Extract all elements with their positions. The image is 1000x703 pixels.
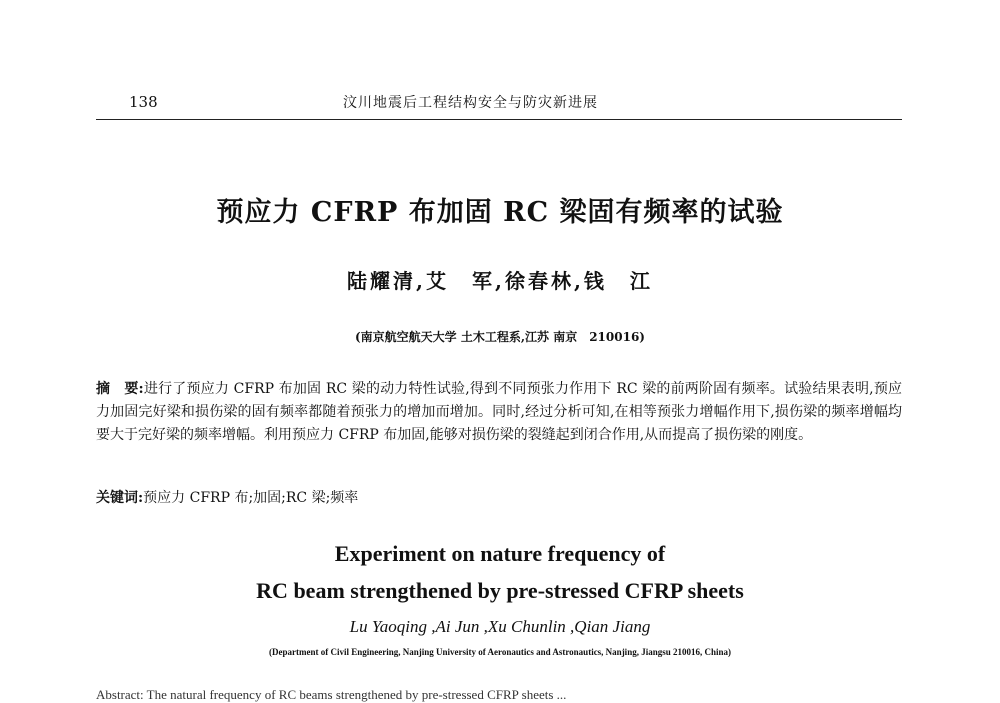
english-authors: Lu Yaoqing ,Ai Jun ,Xu Chunlin ,Qian Jiang [349, 617, 651, 636]
chinese-title: 预应力 CFRP 布加固 RC 梁固有频率的试验 [216, 197, 784, 228]
english-affiliation: (Department of Civil Engineering, Nanjing University of Aeronautics and Astronautics, Nanjing, Jiangsu 210016, China) [269, 647, 731, 657]
english-title-line-1: Experiment on nature frequency of [334, 541, 666, 566]
keywords-label: 关键词: [96, 490, 144, 506]
abstract-label: 摘 要: [96, 381, 144, 397]
english-title-line-2: RC beam strengthened by pre-stressed CFRP sheets [256, 578, 744, 603]
keywords-text: 预应力 CFRP 布;加固;RC 梁;频率 [143, 490, 359, 506]
chinese-affiliation: (南京航空航天大学 土木工程系,江苏 南京 210016) [355, 330, 645, 344]
chinese-authors: 陆耀清,艾 军,徐春林,钱 江 [347, 269, 653, 293]
running-head: 汶川地震后工程结构安全与防灾新进展 [343, 95, 598, 111]
header-rule [96, 119, 902, 120]
chinese-keywords [96, 487, 358, 507]
abstract-text: 进行了预应力 CFRP 布加固 RC 梁的动力特性试验,得到不同预张力作用下 RC 梁的前两阶固有频率。试验结果表明,预应力加固完好梁和损伤梁的固有频率都随着预张力的增加而增加。同时,经过分析可知,在相等预张力增幅作用下,损伤梁的频率增幅均要大于完好梁的频率增幅。利用预应力 CFRP 布加固,能够对损伤梁的裂缝起到闭合作用,从而提高了损伤梁的刚度。 [96, 381, 903, 443]
page-number: 138 [129, 93, 158, 111]
chinese-abstract [96, 378, 902, 447]
english-abstract-cut: Abstract: The natural frequency of RC beams strengthened by pre-stressed CFRP sheets ... [96, 687, 567, 702]
